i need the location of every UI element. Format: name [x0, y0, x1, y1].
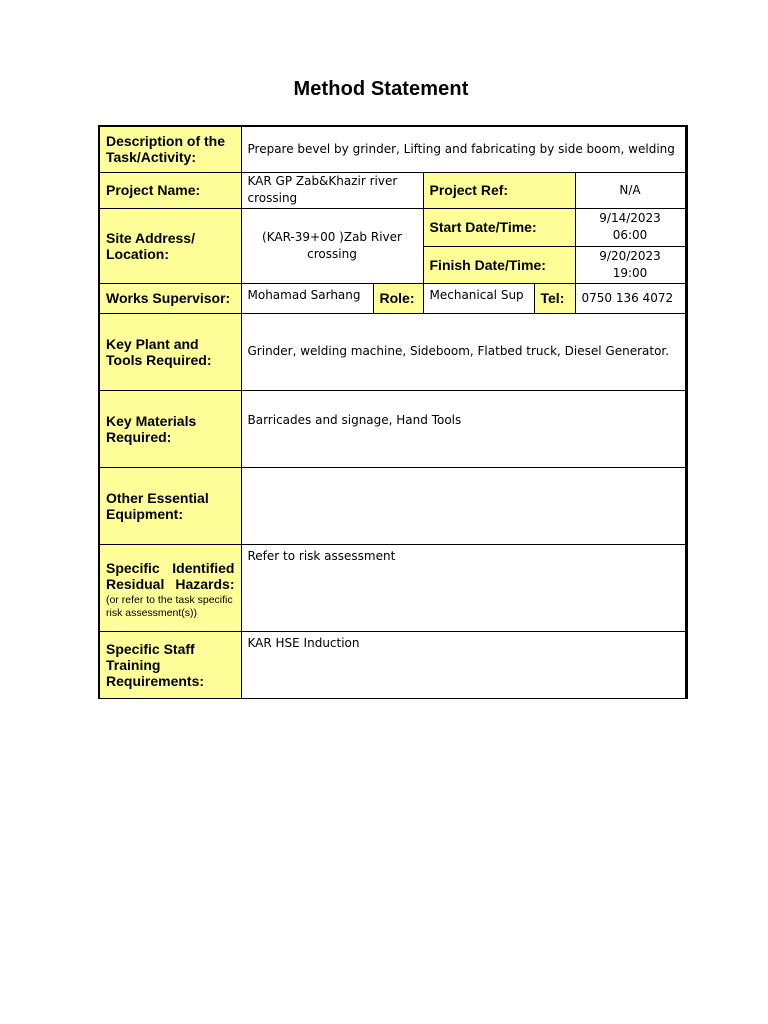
other-equipment-label: Other Essential Equipment:	[99, 467, 241, 544]
materials-label: Key Materials Required:	[99, 390, 241, 467]
start-date: 9/14/2023	[599, 211, 661, 225]
supervisor-row	[99, 283, 686, 313]
finish-date: 9/20/2023	[599, 248, 661, 263]
method-statement-table	[98, 125, 688, 699]
works-supervisor-label: Works Supervisor:	[99, 283, 241, 313]
materials-value: Barricades and signage, Hand Tools	[241, 390, 686, 467]
plant-tools-row	[99, 313, 686, 390]
other-equipment-value	[241, 467, 686, 544]
project-name-value: KAR GP Zab&Khazir river crossing	[241, 172, 423, 208]
task-label: Description of the Task/Activity:	[99, 126, 241, 172]
start-datetime-value	[575, 208, 686, 246]
finish-time: 19:00	[612, 265, 648, 280]
training-row	[99, 631, 686, 698]
plant-tools-label: Key Plant and Tools Required:	[99, 313, 241, 390]
hazards-note: (or refer to the task specific risk assessment(s))	[106, 593, 233, 619]
training-label: Specific Staff Training Requirements:	[99, 631, 241, 698]
task-value: Prepare bevel by grinder, Lifting and fabricating by side boom, welding	[241, 126, 686, 172]
task-row	[99, 126, 686, 172]
project-name-label: Project Name:	[99, 172, 241, 208]
tel-label: Tel:	[534, 283, 575, 313]
page-title: Method Statement	[293, 78, 469, 100]
finish-datetime-label: Finish Date/Time:	[423, 246, 575, 283]
site-address-value: (KAR-39+00 )Zab River crossing	[241, 208, 423, 283]
start-time: 06:00	[612, 228, 648, 242]
other-equipment-row	[99, 467, 686, 544]
project-row	[99, 172, 686, 208]
hazards-label: Specific Identified Residual Hazards:	[106, 559, 235, 592]
hazards-row	[99, 544, 686, 631]
hazards-value: Refer to risk assessment	[241, 544, 686, 631]
tel-value: 0750 136 4072	[575, 283, 686, 313]
finish-datetime-value	[575, 246, 686, 283]
materials-row	[99, 390, 686, 467]
start-datetime-label: Start Date/Time:	[423, 208, 575, 246]
hazards-cell	[99, 544, 241, 631]
role-value: Mechanical Sup	[423, 283, 534, 313]
site-address-label: Site Address/ Location:	[99, 208, 241, 283]
role-label: Role:	[373, 283, 423, 313]
works-supervisor-value: Mohamad Sarhang	[241, 283, 373, 313]
project-ref-value: N/A	[575, 172, 686, 208]
plant-tools-value: Grinder, welding machine, Sideboom, Flatbed truck, Diesel Generator.	[241, 313, 686, 390]
site-start-row	[99, 208, 686, 246]
project-ref-label: Project Ref:	[423, 172, 575, 208]
training-value: KAR HSE Induction	[241, 631, 686, 698]
